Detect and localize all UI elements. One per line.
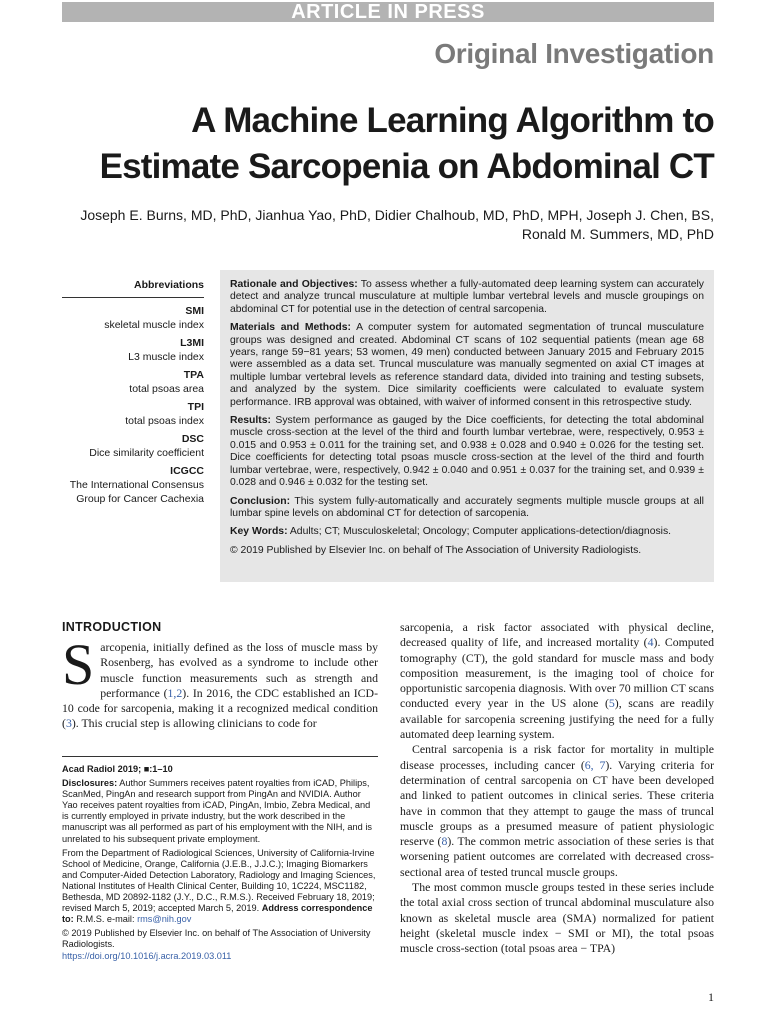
abstract-conclusion: Conclusion: This system fully-automatically and accurately segments multiple muscle groups at all lumbar spine levels on abdominal CT for detection of sarcopenia. [230, 495, 704, 519]
drop-cap: S [62, 632, 95, 697]
title-line-1: A Machine Learning Algorithm to [191, 101, 714, 140]
email-link[interactable]: rms@nih.gov [137, 914, 192, 925]
page-number: 1 [708, 990, 714, 1004]
abbr-term: TPA [183, 369, 204, 381]
footnote-divider [62, 756, 378, 757]
abbreviations-heading: Abbreviations [62, 278, 204, 298]
abbr-definition: L3 muscle index [128, 351, 204, 363]
article-title [54, 98, 714, 190]
introduction-heading: INTRODUCTION [62, 620, 162, 634]
article-in-press-banner: ARTICLE IN PRESS [62, 2, 714, 22]
reference-link[interactable]: 6, 7 [584, 757, 606, 772]
intro-right-column [400, 620, 714, 957]
affiliations: From the Department of Radiological Sciences, University of California-Irvine School of Medicine, Orange, California (J.E.B., J.J.C.); Imaging Biomarkers and Computer-Aided Detection Laboratory, Radiology and Imaging Sciences, National Institutes of Health Clinical Center, Building 10, 1C224, MSC1182, Bethesda, MD 20892-1182 (J.Y., D.C., R.M.S.). Received February 18, 2019; revised March 5, 2019; accepted March 5, 2019. Address correspondence to: R.M.S. e-mail: rms@nih.gov [62, 847, 376, 925]
abbr-term: L3MI [180, 337, 204, 349]
reference-link[interactable]: 1,2 [167, 685, 183, 700]
disclosures: Disclosures: Author Summers receives patent royalties from iCAD, Philips, ScanMed, PingAn and research support from PingAn and NVIDIA. Author Yao receives patent royalties from iCAD, PingAn, Imbio, Zebra Medical, and is currently employed in private industry, but the work described in the manuscript was all performed as part of his employment with the NIH, and is unrelated to his subsequent private employment. [62, 778, 372, 844]
reference-link[interactable]: 3 [65, 716, 72, 731]
intro-left-column: Sarcopenia, initially defined as the loss of muscle mass by Rosenberg, has evolved as a syndrome to include other muscle function measurements such as strength and performance (1,2). In 2016, the CDC established an ICD-10 code for sarcopenia, making it a recognized medical condition (3). This crucial step is allowing clinicians to code for [62, 632, 378, 731]
reference-link[interactable]: 4 [647, 635, 654, 650]
reference-link[interactable]: 5 [608, 696, 615, 711]
abstract-results: Results: System performance as gauged by the Dice coefficients, for detecting the total abdominal muscle cross-section at the level of the third and fourth lumbar vertebrae, were, respectively, 0.953 ± 0.015 and 0.953 ± 0.011 for the training set, and 0.938 ± 0.028 and 0.940 ± 0.026 for the testing set. Dice coefficients for detecting total psoas muscle cross-section at the level of the third and fourth lumbar vertebrae, were, respectively, 0.942 ± 0.040 and 0.951 ± 0.037 for the training set, and 0.939 ± 0.028 and 0.946 ± 0.032 for the testing set. [230, 415, 704, 489]
abbr-definition: The International Consensus Group for Cancer Cachexia [69, 479, 204, 505]
abstract-copyright: © 2019 Published by Elsevier Inc. on behalf of The Association of University Radiologists. [230, 544, 642, 556]
abbr-term: ICGCC [170, 465, 204, 477]
authors-line-2: Ronald M. Summers, MD, PhD [521, 226, 714, 242]
abbr-definition: Dice similarity coefficient [89, 447, 204, 459]
abbr-term: DSC [181, 433, 204, 445]
abbr-definition: skeletal muscle index [104, 319, 204, 331]
abbreviations-sidebar [62, 278, 204, 506]
citation: Acad Radiol 2019; ■:1–10 [62, 764, 173, 774]
abbr-term: SMI [185, 305, 204, 317]
abstract-rationale: Rationale and Objectives: To assess whether a fully-automated deep learning system can accurately detect and analyze truncal musculature at multiple lumbar vertebral levels and muscle groupings on abdominal CT for potential use in the detection of central sarcopenia. [230, 279, 704, 315]
authors-line-1: Joseph E. Burns, MD, PhD, Jianhua Yao, PhD, Didier Chalhoub, MD, PhD, MPH, Joseph J. Chen, BS, [80, 207, 714, 223]
abstract-keywords: Key Words: Adults; CT; Musculoskeletal; Oncology; Computer applications-detection/diagnosis. [230, 526, 672, 538]
footnotes [62, 764, 378, 965]
abstract-box [220, 270, 714, 582]
abbr-definition: total psoas index [125, 415, 204, 427]
doi-link[interactable]: https://doi.org/10.1016/j.acra.2019.03.011 [62, 950, 232, 961]
paragraph: The most common muscle groups tested in these series include the total axial cross section of truncal abdominal musculature also known as skeletal muscle area (SMA) normalized for patient height (skeletal muscle index − SMI or MI), the total psoas muscle cross-section (total psoas area − TPA) [400, 880, 714, 956]
abbr-term: TPI [187, 401, 204, 413]
section-label: Original Investigation [434, 38, 714, 69]
reference-link[interactable]: 8 [441, 834, 448, 849]
paragraph: Central sarcopenia is a risk factor for mortality in multiple disease processes, including cancer (6, 7). Varying criteria for determination of central sarcopenia on CT have been developed and linked to patient outcomes in clinical series. These criteria have in common that they attempt to gauge the mass of truncal muscle groups as a presumed measure of patient physiologic reserve (8). The common metric association of these series is that worsening patient outcomes are correlated with decreased cross-sectional area of tested truncal muscle groups. [400, 742, 714, 879]
title-line-2: Estimate Sarcopenia on Abdominal CT [99, 147, 714, 186]
footnote-copyright: © 2019 Published by Elsevier Inc. on behalf of The Association of University Radiologists. https://doi.org/10.1016/j.acra.2019.03.011 [62, 928, 371, 961]
abstract-methods: Materials and Methods: A computer system for automated segmentation of truncal musculature groups was designed and created. Abdominal CT scans of 102 sequential patients (mean age 68 years, range 59−81 years; 53 women, 49 men) conducted between January 2015 and February 2015 were assembled as a data set. Truncal musculature was manually segmented on axial CT images at multiple lumbar vertebral levels as reference standard data, divided into training and testing subsets, and analyzed by the system. Dice similarity coefficients were calculated to evaluate system performance. IRB approval was obtained, with waiver of informed consent in this retrospective study. [230, 322, 704, 408]
abbr-definition: total psoas area [129, 383, 204, 395]
paragraph: sarcopenia, a risk factor associated with physical decline, decreased quality of life, and increased mortality (4). Computed tomography (CT), the gold standard for muscle mass and body composition measurement, is the imaging tool of choice for opportunistic sarcopenia diagnosis. With over 70 million CT scans conducted every year in the US alone (5), scans are readily available for sarcopenia screening justifying the need for a fully automated deep learning system. [400, 620, 714, 742]
author-list [54, 206, 714, 244]
